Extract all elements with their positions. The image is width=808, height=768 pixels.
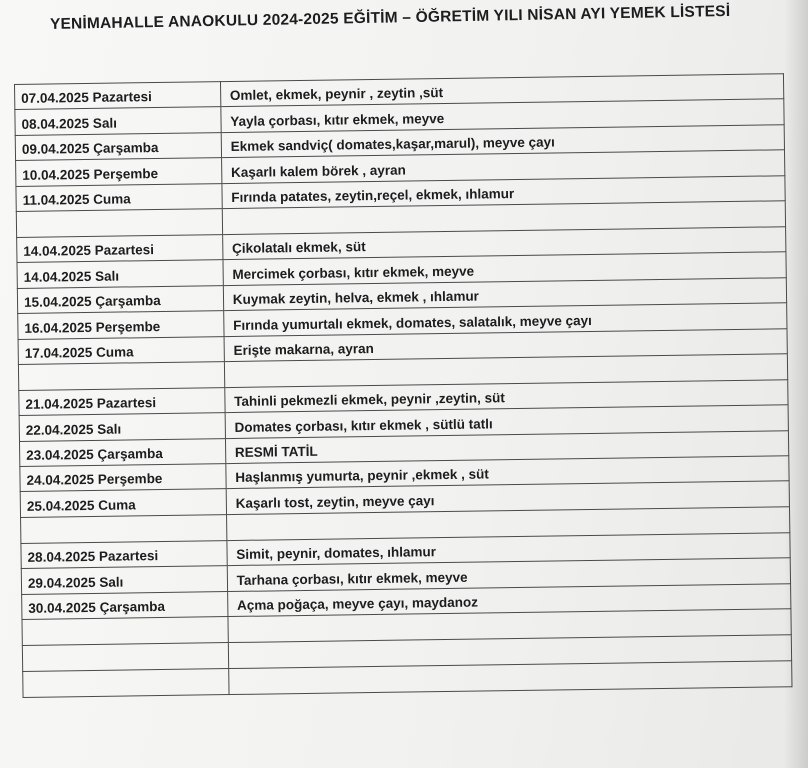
menu-cell: Tahinli pekmezli ekmek, peynir ,zeytin, süt — [225, 380, 789, 413]
menu-cell: Kaşarlı tost, zeytin, meyve çayı — [226, 481, 790, 514]
menu-cell: Haşlanmış yumurta, peynir ,ekmek , süt — [226, 456, 790, 489]
menu-table — [14, 73, 792, 698]
date-cell — [18, 361, 224, 390]
date-cell: 29.04.2025 Salı — [21, 566, 227, 594]
date-cell: 14.04.2025 Salı — [17, 260, 223, 288]
menu-cell: Yayla çorbası, kıtır ekmek, meyve — [221, 99, 785, 132]
date-cell: 09.04.2025 Çarşamba — [15, 132, 221, 160]
menu-cell: RESMİ TATİL — [225, 430, 789, 463]
shadow-edge — [784, 0, 808, 768]
date-cell — [21, 514, 227, 543]
document-title: YENİMAHALLE ANAOKULU 2024-2025 EĞİTİM – ÖĞRETİM YILI NİSAN AYI YEMEK LİSTESİ — [49, 2, 731, 33]
date-cell: 25.04.2025 Cuma — [20, 489, 226, 517]
menu-cell: Mercimek çorbası, kıtır ekmek, meyve — [223, 252, 787, 285]
menu-cell: Açma poğaça, meyve çayı, maydanoz — [227, 583, 791, 616]
date-cell — [22, 643, 228, 672]
menu-cell: Simit, peynir, domates, ıhlamur — [227, 533, 791, 566]
date-cell: 30.04.2025 Çarşamba — [22, 591, 228, 619]
menu-cell: Çikolatalı ekmek, süt — [222, 227, 786, 260]
date-cell — [23, 669, 229, 698]
date-cell: 11.04.2025 Cuma — [16, 183, 222, 211]
date-cell: 08.04.2025 Salı — [15, 107, 221, 135]
date-cell: 16.04.2025 Perşembe — [18, 311, 224, 339]
date-cell: 22.04.2025 Salı — [19, 413, 225, 441]
date-cell: 07.04.2025 Pazartesi — [15, 82, 221, 110]
date-cell: 17.04.2025 Cuma — [18, 336, 224, 364]
date-cell — [16, 209, 222, 238]
date-cell: 15.04.2025 Çarşamba — [17, 285, 223, 313]
menu-cell: Tarhana çorbası, kıtır ekmek, meyve — [227, 558, 791, 591]
menu-cell: Omlet, ekmek, peynir , zeytin ,süt — [220, 74, 784, 107]
menu-cell: Erişte makarna, ayran — [224, 328, 788, 361]
menu-cell: Fırında patates, zeytin,reçel, ekmek, ıhlamur — [222, 175, 786, 208]
date-cell: 23.04.2025 Çarşamba — [19, 438, 225, 466]
menu-table-wrapper — [14, 73, 792, 698]
menu-cell: Kaşarlı kalem börek , ayran — [221, 150, 785, 183]
date-cell: 28.04.2025 Pazartesi — [21, 540, 227, 568]
menu-table-body — [15, 74, 792, 698]
date-cell: 21.04.2025 Pazartesi — [19, 387, 225, 415]
menu-cell: Kuymak zeytin, helva, ekmek , ıhlamur — [223, 277, 787, 310]
date-cell: 24.04.2025 Perşembe — [20, 464, 226, 492]
date-cell: 14.04.2025 Pazartesi — [17, 235, 223, 263]
menu-cell: Ekmek sandviç( domates,kaşar,marul), meyve çayı — [221, 125, 785, 158]
date-cell: 10.04.2025 Perşembe — [16, 158, 222, 186]
menu-cell: Fırında yumurtalı ekmek, domates, salatalık, meyve çayı — [223, 303, 787, 336]
menu-cell: Domates çorbası, kıtır ekmek , sütlü tatlı — [225, 405, 789, 438]
date-cell — [22, 617, 228, 646]
